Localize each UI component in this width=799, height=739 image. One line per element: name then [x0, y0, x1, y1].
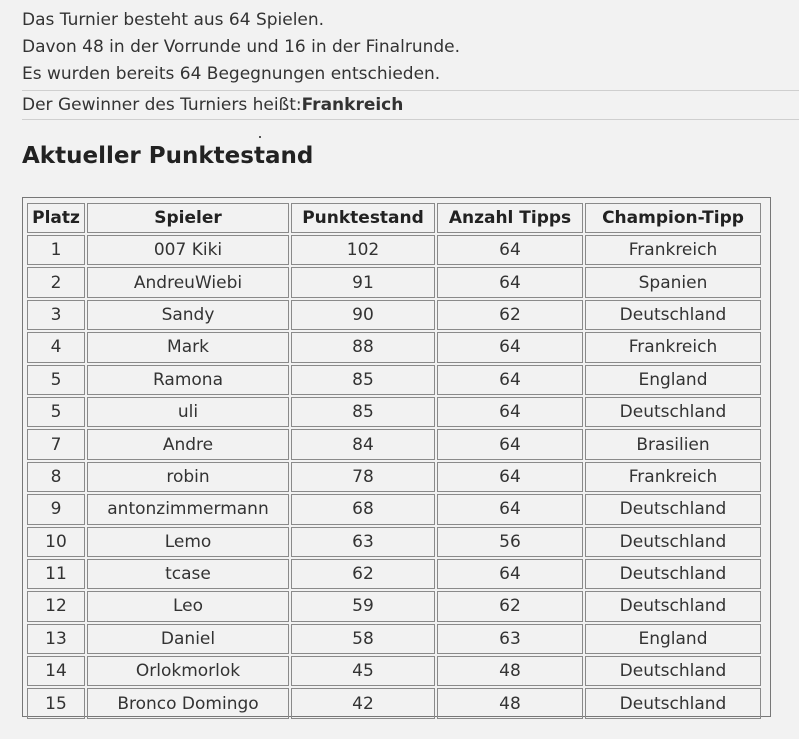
player-cell: Leo [87, 591, 289, 621]
table-row [27, 397, 761, 427]
column-header-spieler: Spieler [87, 203, 289, 233]
standings-table-frame [22, 197, 771, 717]
tips-count-cell: 64 [437, 267, 583, 297]
rank-cell: 7 [27, 429, 85, 459]
table-row [27, 429, 761, 459]
champion-tip-cell: Frankreich [585, 462, 761, 492]
tips-count-cell: 64 [437, 365, 583, 395]
player-cell: Orlokmorlok [87, 656, 289, 686]
points-cell: 59 [291, 591, 435, 621]
rank-cell: 8 [27, 462, 85, 492]
rank-cell: 5 [27, 397, 85, 427]
points-cell: 58 [291, 624, 435, 654]
table-row [27, 300, 761, 330]
stray-dot [259, 136, 261, 138]
table-row [27, 365, 761, 395]
table-header-row [27, 203, 761, 233]
champion-tip-cell: Deutschland [585, 527, 761, 557]
standings-table [25, 201, 763, 721]
rank-cell: 1 [27, 235, 85, 265]
table-row [27, 688, 761, 718]
player-cell: Andre [87, 429, 289, 459]
tips-count-cell: 62 [437, 300, 583, 330]
player-cell: Lemo [87, 527, 289, 557]
player-cell: Sandy [87, 300, 289, 330]
champion-tip-cell: Deutschland [585, 591, 761, 621]
points-cell: 91 [291, 267, 435, 297]
table-row [27, 624, 761, 654]
champion-tip-cell: Brasilien [585, 429, 761, 459]
player-cell: Mark [87, 332, 289, 362]
points-cell: 62 [291, 559, 435, 589]
tips-count-cell: 48 [437, 656, 583, 686]
champion-tip-cell: England [585, 624, 761, 654]
rank-cell: 11 [27, 559, 85, 589]
player-cell: robin [87, 462, 289, 492]
points-cell: 45 [291, 656, 435, 686]
player-cell: AndreuWiebi [87, 267, 289, 297]
champion-tip-cell: Deutschland [585, 559, 761, 589]
standings-title: Aktueller Punktestand [22, 143, 314, 169]
column-header-platz: Platz [27, 203, 85, 233]
column-header-anzahl-tipps: Anzahl Tipps [437, 203, 583, 233]
champion-tip-cell: Frankreich [585, 332, 761, 362]
champion-tip-cell: Deutschland [585, 688, 761, 718]
table-row [27, 235, 761, 265]
rank-cell: 4 [27, 332, 85, 362]
table-row [27, 494, 761, 524]
points-cell: 63 [291, 527, 435, 557]
winner-value: Frankreich [301, 95, 404, 115]
rank-cell: 9 [27, 494, 85, 524]
table-row [27, 267, 761, 297]
table-row [27, 527, 761, 557]
table-row [27, 462, 761, 492]
tournament-info [22, 7, 799, 120]
champion-tip-cell: Spanien [585, 267, 761, 297]
player-cell: uli [87, 397, 289, 427]
tips-count-cell: 48 [437, 688, 583, 718]
tips-count-cell: 64 [437, 235, 583, 265]
tips-count-cell: 56 [437, 527, 583, 557]
champion-tip-cell: Deutschland [585, 300, 761, 330]
points-cell: 90 [291, 300, 435, 330]
standings-body [27, 235, 761, 719]
points-cell: 42 [291, 688, 435, 718]
table-row [27, 656, 761, 686]
points-cell: 102 [291, 235, 435, 265]
tips-count-cell: 62 [437, 591, 583, 621]
rank-cell: 5 [27, 365, 85, 395]
info-line-total-games: Das Turnier besteht aus 64 Spielen. [22, 10, 325, 30]
player-cell: tcase [87, 559, 289, 589]
tips-count-cell: 64 [437, 397, 583, 427]
tips-count-cell: 64 [437, 559, 583, 589]
rank-cell: 2 [27, 267, 85, 297]
player-cell: Daniel [87, 624, 289, 654]
champion-tip-cell: Deutschland [585, 494, 761, 524]
winner-row [22, 90, 799, 120]
table-row [27, 559, 761, 589]
rank-cell: 10 [27, 527, 85, 557]
tips-count-cell: 64 [437, 494, 583, 524]
points-cell: 84 [291, 429, 435, 459]
tips-count-cell: 64 [437, 332, 583, 362]
column-header-punktestand: Punktestand [291, 203, 435, 233]
rank-cell: 12 [27, 591, 85, 621]
points-cell: 78 [291, 462, 435, 492]
winner-label: Der Gewinner des Turniers heißt: [22, 95, 302, 115]
tips-count-cell: 63 [437, 624, 583, 654]
rank-cell: 13 [27, 624, 85, 654]
rank-cell: 15 [27, 688, 85, 718]
points-cell: 68 [291, 494, 435, 524]
champion-tip-cell: Deutschland [585, 656, 761, 686]
player-cell: antonzimmermann [87, 494, 289, 524]
player-cell: Ramona [87, 365, 289, 395]
column-header-champion-tipp: Champion-Tipp [585, 203, 761, 233]
rank-cell: 14 [27, 656, 85, 686]
points-cell: 88 [291, 332, 435, 362]
tips-count-cell: 64 [437, 462, 583, 492]
tips-count-cell: 64 [437, 429, 583, 459]
info-line-rounds: Davon 48 in der Vorrunde und 16 in der Finalrunde. [22, 37, 461, 57]
points-cell: 85 [291, 397, 435, 427]
points-cell: 85 [291, 365, 435, 395]
table-row [27, 591, 761, 621]
rank-cell: 3 [27, 300, 85, 330]
player-cell: Bronco Domingo [87, 688, 289, 718]
champion-tip-cell: Deutschland [585, 397, 761, 427]
champion-tip-cell: Frankreich [585, 235, 761, 265]
table-row [27, 332, 761, 362]
champion-tip-cell: England [585, 365, 761, 395]
player-cell: 007 Kiki [87, 235, 289, 265]
info-line-decided: Es wurden bereits 64 Begegnungen entschieden. [22, 64, 441, 84]
